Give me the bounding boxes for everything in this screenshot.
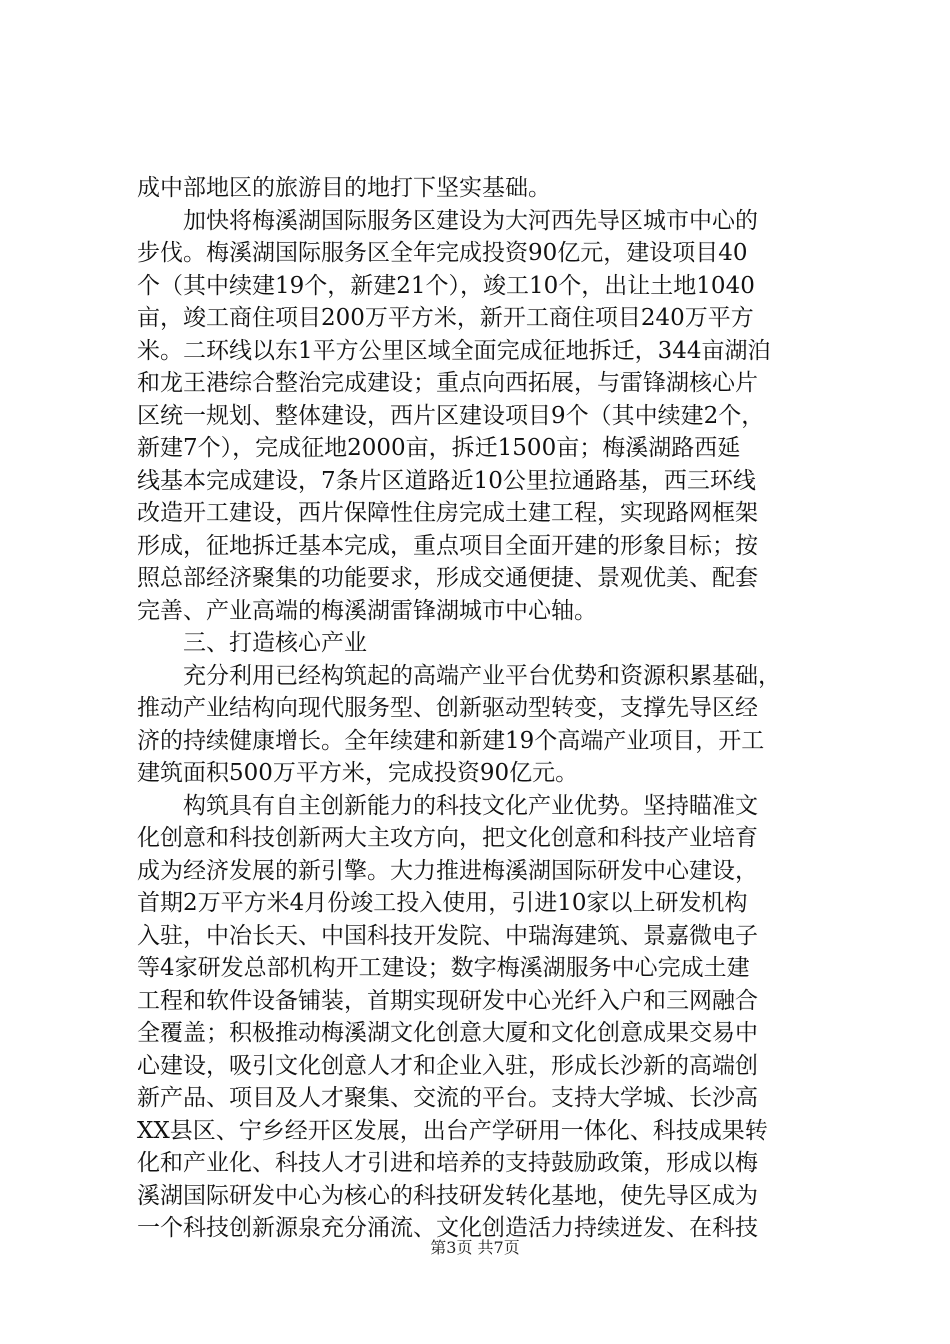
text-line: 加快将梅溪湖国际服务区建设为大河西先导区城市中心的: [183, 207, 758, 234]
text-line: 成中部地区的旅游目的地打下坚实基础。: [137, 175, 551, 201]
text-line: 步伐。梅溪湖国际服务区全年完成投资90亿元，建设项目40: [137, 240, 748, 266]
text-line: 个（其中续建19个，新建21个），竣工10个，出让土地1040: [137, 272, 755, 299]
text-line: 新产品、项目及人才聚集、交流的平台。支持大学城、长沙高: [137, 1085, 758, 1111]
text-line: 化创意和科技创新两大主攻方向，把文化创意和科技产业培育: [137, 825, 758, 851]
text-line: 区统一规划、整体建设，西片区建设项目9个（其中续建2个，: [137, 402, 765, 429]
document-body: [137, 172, 837, 1245]
text-line: 线基本完成建设，7条片区道路近10公里拉通路基，西三环线: [137, 467, 756, 494]
text-line: 完善、产业高端的梅溪湖雷锋湖城市中心轴。: [137, 597, 597, 624]
text-line: 入驻，中冶长天、中国科技开发院、中瑞海建筑、景嘉微电子: [137, 922, 758, 949]
text-line: 化和产业化、科技人才引进和培养的支持鼓励政策，形成以梅: [137, 1150, 758, 1176]
text-line: 新建7个），完成征地2000亩，拆迁1500亩；梅溪湖路西延: [137, 435, 741, 461]
text-line: 三、打造核心产业: [183, 630, 367, 656]
text-line: 等4家研发总部机构开工建设；数字梅溪湖服务中心完成土建: [137, 955, 750, 981]
text-line: 亩，竣工商住项目200万平方米，新开工商住项目240万平方: [137, 305, 754, 331]
text-line: 溪湖国际研发中心为核心的科技研发转化基地，使先导区成为: [137, 1182, 758, 1209]
text-line: 照总部经济聚集的功能要求，形成交通便捷、景观优美、配套: [137, 565, 758, 591]
text-line: 构筑具有自主创新能力的科技文化产业优势。坚持瞄准文: [183, 792, 758, 819]
text-line: 成为经济发展的新引擎。大力推进梅溪湖国际研发中心建设，: [137, 857, 758, 884]
text-line: 济的持续健康增长。全年续建和新建19个高端产业项目，开工: [137, 727, 765, 754]
text-line: 工程和软件设备铺装，首期实现研发中心光纤入户和三网融合: [137, 987, 758, 1014]
text-line: XX县区、宁乡经开区发展，出台产学研用一体化、科技成果转: [137, 1117, 768, 1144]
text-line: 改造开工建设，西片保障性住房完成土建工程，实现路网框架: [137, 500, 758, 526]
text-line: 建筑面积500万平方米，完成投资90亿元。: [137, 760, 579, 786]
text-line: 一个科技创新源泉充分涌流、文化创造活力持续迸发、在科技: [137, 1215, 758, 1241]
text-line: 心建设，吸引文化创意人才和企业入驻，形成长沙新的高端创: [137, 1052, 758, 1079]
text-line: 推动产业结构向现代服务型、创新驱动型转变，支撑先导区经: [137, 695, 758, 721]
text-line: 和龙王港综合整治完成建设；重点向西拓展，与雷锋湖核心片: [137, 370, 758, 396]
text-line: 米。二环线以东1平方公里区域全面完成征地拆迁，344亩湖泊: [137, 337, 771, 364]
text-line: 全覆盖；积极推动梅溪湖文化创意大厦和文化创意成果交易中: [137, 1020, 758, 1046]
text-line: 首期2万平方米4月份竣工投入使用，引进10家以上研发机构: [137, 890, 748, 916]
text-line: 形成，征地拆迁基本完成，重点项目全面开建的形象目标；按: [137, 532, 758, 559]
page-number-footer: 第3页 共7页: [430, 1238, 520, 1257]
text-line: 充分利用已经构筑起的高端产业平台优势和资源积累基础，: [183, 662, 781, 689]
